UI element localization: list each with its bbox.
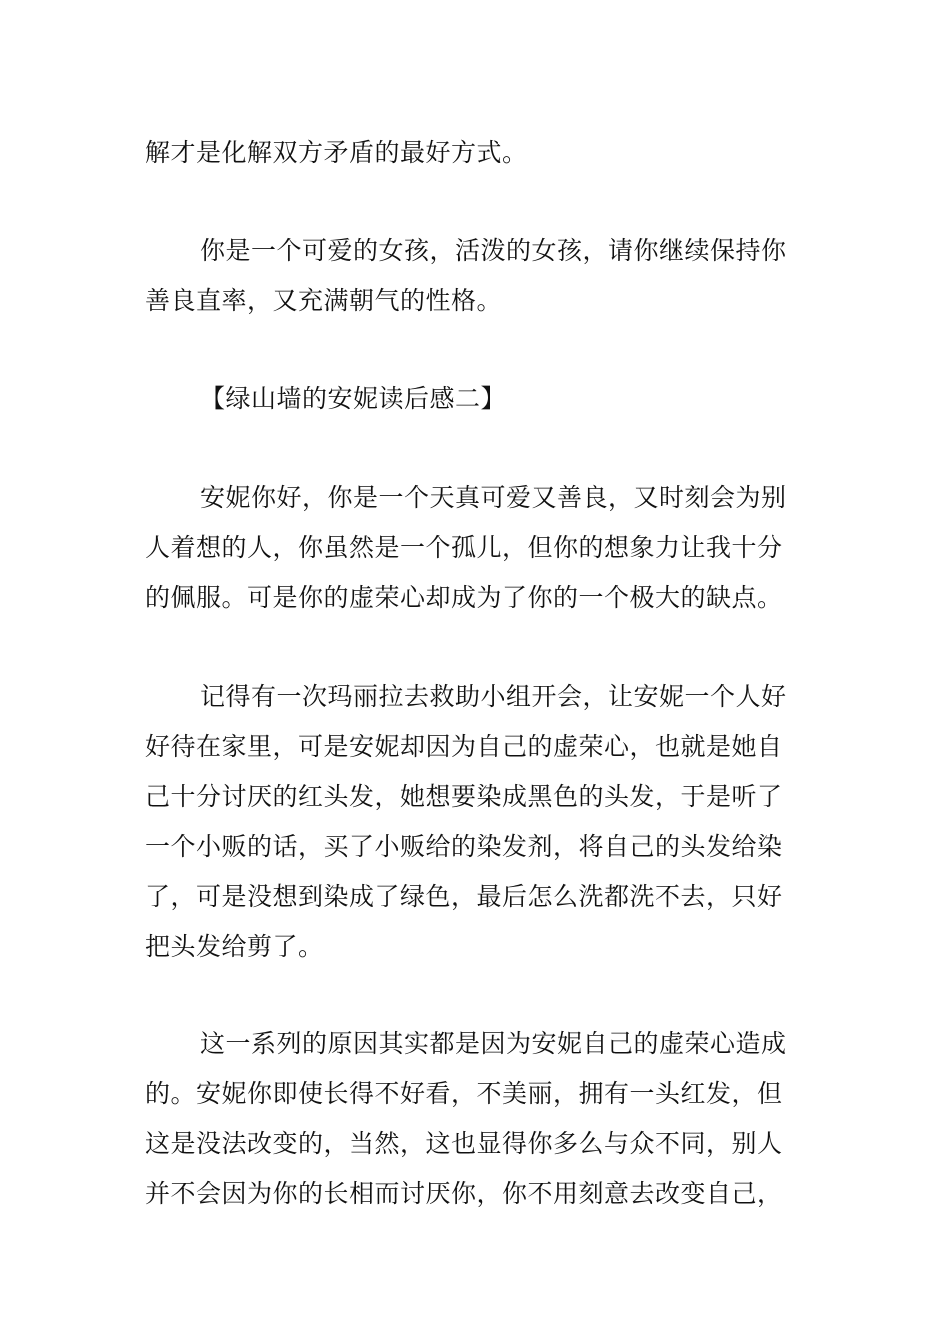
text-line: 一个小贩的话，买了小贩给的染发剂，将自己的头发给染 <box>145 832 783 861</box>
text-line: 并不会因为你的长相而讨厌你，你不用刻意去改变自己， <box>145 1179 783 1208</box>
paragraph-compliment <box>145 226 810 326</box>
text-line: 好待在家里，可是安妮却因为自己的虚荣心，也就是她自 <box>145 732 783 761</box>
paragraph-greeting <box>145 473 810 623</box>
text-line: 安妮你好，你是一个天真可爱又善良，又时刻会为别 <box>200 483 787 512</box>
text-line: 人着想的人，你虽然是一个孤儿，但你的想象力让我十分 <box>145 533 783 562</box>
text-line: 解才是化解双方矛盾的最好方式。 <box>145 138 528 167</box>
text-line: 这是没法改变的，当然，这也显得你多么与众不同，别人 <box>145 1129 783 1158</box>
text-line: 的佩服。可是你的虚荣心却成为了你的一个极大的缺点。 <box>145 583 783 612</box>
text-line: 善良直率，又充满朝气的性格。 <box>145 286 503 315</box>
text-line: 你是一个可爱的女孩，活泼的女孩，请你继续保持你 <box>200 236 787 265</box>
text-line: 把头发给剪了。 <box>145 932 324 961</box>
text-line: 己十分讨厌的红头发，她想要染成黑色的头发，于是听了 <box>145 782 783 811</box>
text-line: 的。安妮你即使长得不好看，不美丽，拥有一头红发，但 <box>145 1079 783 1108</box>
paragraph-story <box>145 672 810 972</box>
paragraph-reflection <box>145 1019 810 1219</box>
text-line: 了，可是没想到染成了绿色，最后怎么洗都洗不去，只好 <box>145 882 783 911</box>
paragraph-continuation <box>145 128 810 178</box>
text-line: 记得有一次玛丽拉去救助小组开会，让安妮一个人好 <box>200 682 787 711</box>
text-line: 这一系列的原因其实都是因为安妮自己的虚荣心造成 <box>200 1029 787 1058</box>
section-heading <box>145 374 865 424</box>
heading-text: 【绿山墙的安妮读后感二】 <box>200 384 507 413</box>
